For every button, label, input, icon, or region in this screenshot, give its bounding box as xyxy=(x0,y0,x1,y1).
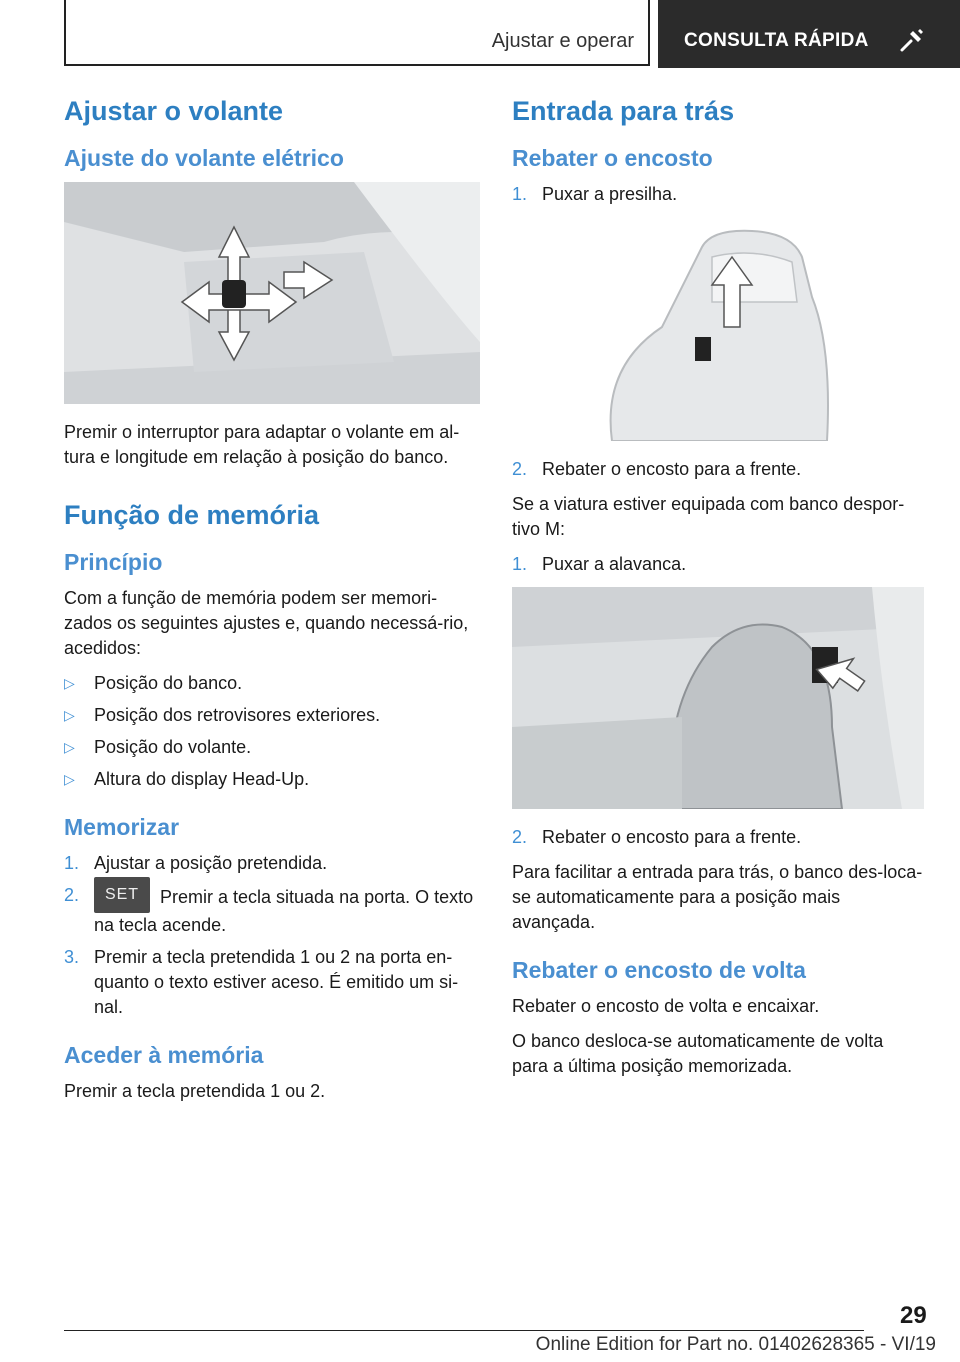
memorize-steps xyxy=(64,851,482,1020)
edition-text: Online Edition for Part no. 01402628365 - VI/19 xyxy=(535,1334,936,1355)
header-border-left xyxy=(64,0,66,66)
triangle-bullet-icon: ▷ xyxy=(64,739,75,755)
step-number: 3. xyxy=(64,947,80,967)
list-item: ▷ Altura do display Head-Up. xyxy=(64,767,482,792)
subheading-principle: Princípio xyxy=(64,549,163,575)
quick-reference-tab-label: CONSULTA RÁPIDA xyxy=(684,30,869,51)
subheading-fold-back: Rebater o encosto de volta xyxy=(512,957,806,983)
sport-seat-condition: Se a viatura estiver equipada com banco despor-tivo M: xyxy=(512,494,905,539)
footer-rule xyxy=(64,1330,864,1331)
triangle-bullet-icon: ▷ xyxy=(64,675,75,691)
list-item: ▷ Posição dos retrovisores exteriores. xyxy=(64,703,482,728)
right-column xyxy=(512,96,924,1089)
step-item: 1. Ajustar a posição pretendida. xyxy=(64,851,482,876)
fold-back-text: Rebater o encosto de volta e encaixar. xyxy=(512,996,820,1016)
step-item: 1. Puxar a presilha. xyxy=(512,182,924,207)
step-item: 2. Rebater o encosto para a frente. xyxy=(512,825,924,850)
list-item: ▷ Posição do banco. xyxy=(64,671,482,696)
memory-settings-list xyxy=(64,671,482,792)
access-memory-text: Premir a tecla pretendida 1 ou 2. xyxy=(64,1081,326,1101)
step-number: 1. xyxy=(512,554,528,574)
wrench-icon xyxy=(898,28,924,54)
auto-forward-text: Para facilitar a entrada para trás, o banco des-loca-se automaticamente para a posição mais avançada. xyxy=(512,862,923,932)
sport-seat-lever-illustration xyxy=(512,587,924,809)
subheading-memorize: Memorizar xyxy=(64,814,180,840)
steering-adjust-illustration xyxy=(64,182,480,404)
fold-steps-a xyxy=(512,182,924,207)
fold-steps-c xyxy=(512,552,924,577)
step-item: 2. Rebater o encosto para a frente. xyxy=(512,457,924,482)
step-item: 1. Puxar a alavanca. xyxy=(512,552,924,577)
header-section-title: Ajustar e operar xyxy=(491,30,634,52)
header-divider xyxy=(648,0,650,66)
quick-reference-tab[interactable] xyxy=(658,0,960,68)
list-item: ▷ Posição do volante. xyxy=(64,735,482,760)
section-heading-steering: Ajustar o volante xyxy=(64,96,284,126)
triangle-bullet-icon: ▷ xyxy=(64,771,75,787)
step-number: 1. xyxy=(512,184,528,204)
steering-instruction: Premir o interruptor para adaptar o volante em al-tura e longitude em relação à posição do banco. xyxy=(64,422,460,467)
set-button-icon: SET xyxy=(94,877,150,913)
subheading-fold-backrest: Rebater o encosto xyxy=(512,145,713,171)
step-number: 2. xyxy=(64,885,80,905)
left-column xyxy=(64,96,482,1114)
memory-principle-text: Com a função de memória podem ser memori-zados os seguintes ajustes e, quando necessá-rio, acedidos: xyxy=(64,588,469,658)
fold-steps-b xyxy=(512,457,924,482)
subheading-access-memory: Aceder à memória xyxy=(64,1042,264,1068)
step-item: 3. Premir a tecla pretendida 1 ou 2 na porta en-quanto o texto estiver aceso. É emitido um si-nal. xyxy=(64,947,459,1017)
step-number: 2. xyxy=(512,827,528,847)
return-memorized-text: O banco desloca-se automaticamente de volta para a última posição memorizada. xyxy=(512,1031,884,1076)
triangle-bullet-icon: ▷ xyxy=(64,707,75,723)
page-number: 29 xyxy=(900,1302,927,1329)
section-heading-memory: Função de memória xyxy=(64,500,320,530)
fold-steps-d xyxy=(512,825,924,850)
section-heading-rear-entry: Entrada para trás xyxy=(512,96,735,126)
header-border-bottom xyxy=(64,64,650,66)
subheading-electric-steering: Ajuste do volante elétrico xyxy=(64,145,344,171)
step-item: 2. SET Premir a tecla situada na porta. O texto na tecla acende. xyxy=(64,883,482,938)
step-number: 1. xyxy=(64,853,80,873)
step-number: 2. xyxy=(512,459,528,479)
seat-release-illustration xyxy=(512,217,924,441)
